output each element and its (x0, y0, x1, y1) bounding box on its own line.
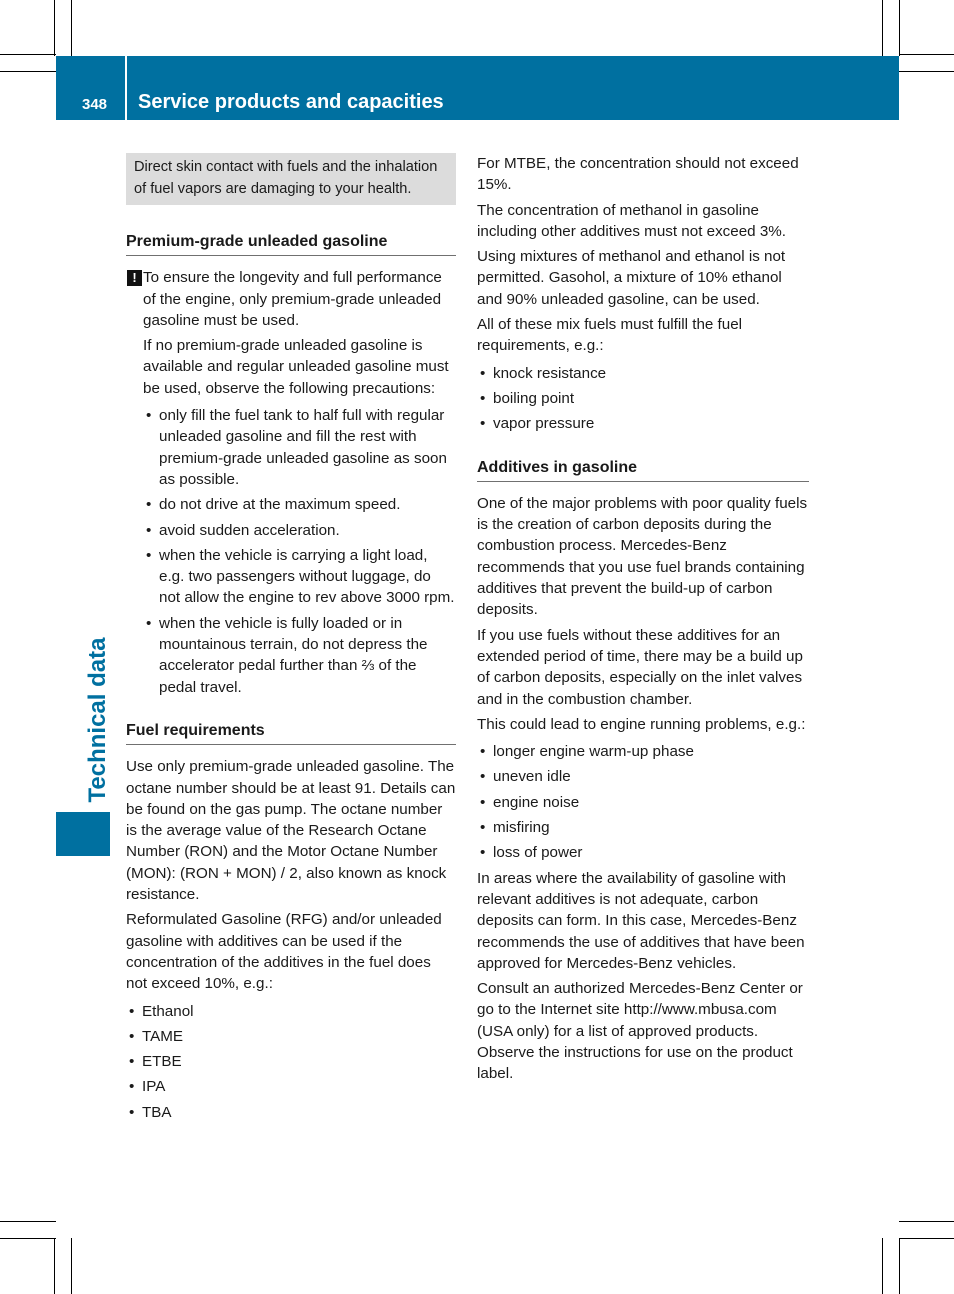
section-heading-fuel: Fuel requirements (126, 720, 456, 745)
list-item: • loss of power (477, 842, 809, 863)
precautions-list (143, 405, 456, 698)
crop-mark (0, 1221, 56, 1222)
crop-mark (899, 71, 954, 72)
crop-mark (899, 0, 900, 56)
list-item: • TBA (126, 1102, 456, 1123)
crop-mark (71, 0, 72, 56)
list-item: • TAME (126, 1026, 456, 1047)
crop-mark (71, 1238, 72, 1294)
right-column (477, 153, 809, 1089)
list-item: • boiling point (477, 388, 809, 409)
list-item: • misfiring (477, 817, 809, 838)
crop-mark (54, 0, 55, 56)
methanol-para: The concentration of methanol in gasoline including other additives must not exceed 3%. (477, 201, 786, 240)
list-item: • vapor pressure (477, 413, 809, 434)
crop-mark (0, 54, 56, 55)
list-item: • uneven idle (477, 766, 809, 787)
problems-list (477, 741, 809, 863)
crop-mark (899, 1238, 954, 1239)
requirements-para: All of these mix fuels must fulfill the fuel requirements, e.g.: (477, 316, 743, 355)
crop-mark (0, 71, 56, 72)
fuel-para-1: Use only premium-grade unleaded gasoline. The octane number should be at least 91. Details can be found on the gas pump. The octane number is the average value of the Research Octane Number (RON) and the Motor Octane Number (MON): (RON + MON) / 2, also known as knock resistance. (126, 758, 456, 904)
crop-mark (899, 54, 954, 55)
section-heading-premium: Premium-grade unleaded gasoline (126, 231, 456, 256)
list-item: • ETBE (126, 1051, 456, 1072)
crop-mark (899, 1238, 900, 1294)
additives-list (126, 1001, 456, 1123)
requirements-list (477, 363, 809, 435)
header-divider (125, 56, 127, 120)
crop-mark (882, 1238, 883, 1294)
crop-mark (0, 1238, 56, 1239)
list-item: • engine noise (477, 792, 809, 813)
notice-text-2: If no premium-grade unleaded gasoline is available and regular unleaded gasoline must be used, observe the following precautions: (143, 337, 449, 397)
crop-mark (54, 1238, 55, 1294)
side-tab-label: Technical data (84, 637, 111, 803)
notice-block (126, 267, 456, 698)
crop-mark (882, 0, 883, 56)
section-heading-additives: Additives in gasoline (477, 457, 809, 482)
warning-box: Direct skin contact with fuels and the inhalation of fuel vapors are damaging to your health. (126, 153, 456, 205)
exclamation-icon: ! (127, 270, 142, 286)
crop-mark (899, 1221, 954, 1222)
side-tab-marker (56, 812, 110, 856)
list-item: • only fill the fuel tank to half full with regular unleaded gasoline and fill the rest with premium-grade unleaded gasoline as soon as possible. (143, 405, 456, 490)
list-item: • when the vehicle is fully loaded or in mountainous terrain, do not depress the accelerator pedal further than ⅔ of the pedal travel. (143, 613, 456, 698)
left-column (126, 153, 456, 1127)
mtbe-para: For MTBE, the concentration should not exceed 15%. (477, 155, 799, 194)
list-item: • avoid sudden acceleration. (143, 520, 456, 541)
page-title: Service products and capacities (138, 91, 444, 113)
list-item: • Ethanol (126, 1001, 456, 1022)
page-number: 348 (82, 96, 108, 113)
additives-para-1: One of the major problems with poor quality fuels is the creation of carbon deposits during the combustion process. Mercedes-Benz recommends that you use fuel brands containing additives that prevent the build-up of carbon deposits. (477, 494, 808, 619)
mixtures-para: Using mixtures of methanol and ethanol is not permitted. Gasohol, a mixture of 10% ethanol and 90% unleaded gasoline, can be used. (477, 248, 786, 308)
list-item: • when the vehicle is carrying a light load, e.g. two passengers without luggage, do not allow the engine to rev above 3000 rpm. (143, 545, 456, 609)
fuel-para-2: Reformulated Gasoline (RFG) and/or unleaded gasoline with additives can be used if the concentration of the additives in the fuel does not exceed 10%, e.g.: (126, 911, 442, 993)
list-item: • IPA (126, 1076, 456, 1097)
page-header (56, 56, 899, 120)
list-item: • do not drive at the maximum speed. (143, 494, 456, 515)
additives-para-2: If you use fuels without these additives for an extended period of time, there may be a build up of carbon deposits, especially on the inlet valves and in the combustion chamber. (477, 626, 803, 708)
additives-para-5: Consult an authorized Mercedes-Benz Center or go to the Internet site http://www.mbusa.com (USA only) for a list of approved products. Observe the instructions for use on the product label. (477, 980, 803, 1083)
additives-para-3: This could lead to engine running problems, e.g.: (477, 715, 806, 733)
additives-para-4: In areas where the availability of gasoline with relevant additives is not adequate, carbon deposits can form. In this case, Mercedes-Benz recommends the use of additives that have been approved for Mercedes-Benz vehicles. (477, 869, 805, 972)
notice-text: To ensure the longevity and full performance of the engine, only premium-grade unleaded gasoline must be used. (143, 269, 442, 329)
list-item: • longer engine warm-up phase (477, 741, 809, 762)
list-item: • knock resistance (477, 363, 809, 384)
